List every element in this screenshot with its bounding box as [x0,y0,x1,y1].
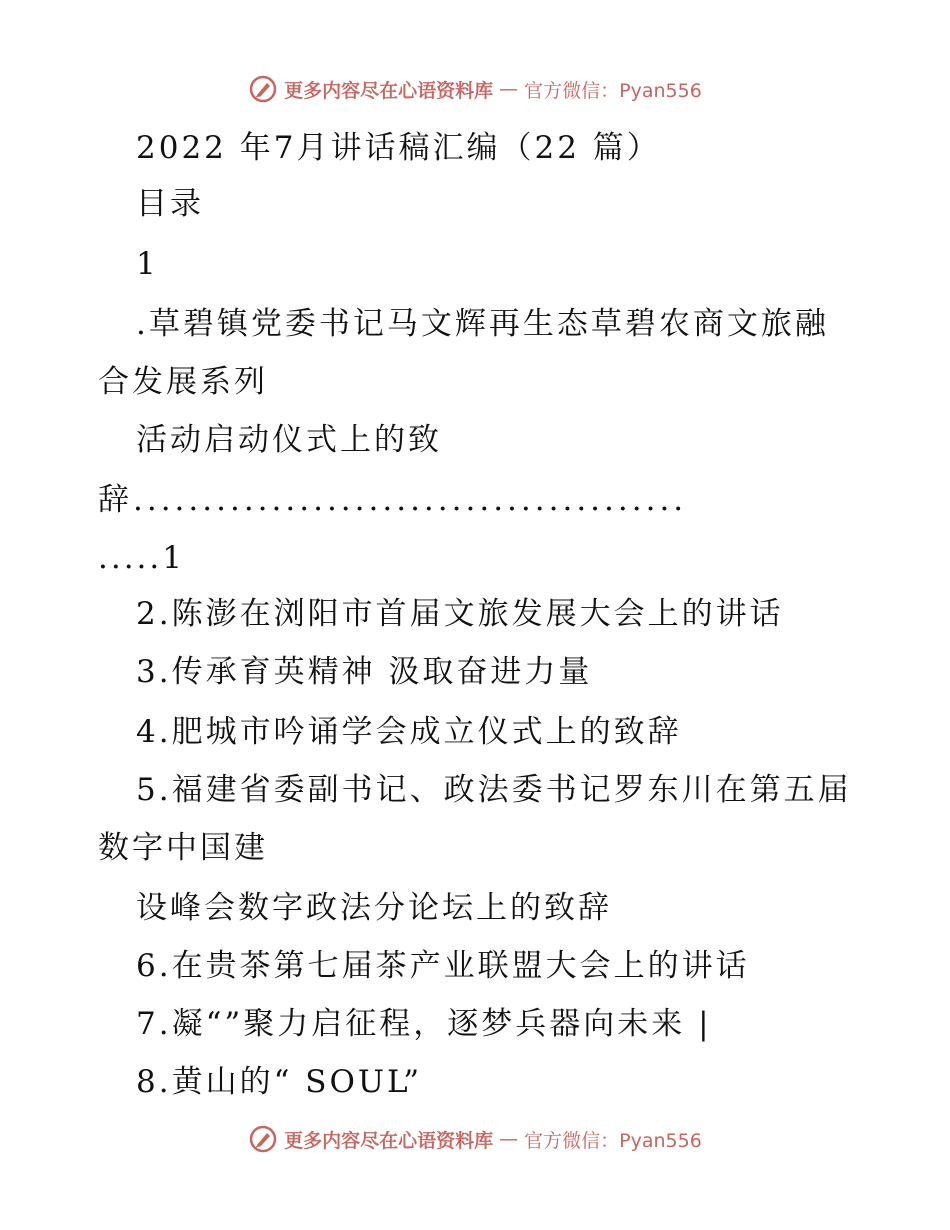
pen-logo-icon [248,1124,278,1154]
toc-line: 4.肥城市吟诵学会成立仪式上的致辞 [136,714,682,750]
toc-heading: 目录 [136,186,204,222]
toc-line: 8.黄山的“ SOUL” [136,1064,423,1100]
watermark-footer [0,1124,950,1154]
toc-line: .....1 [98,540,185,576]
document-title: 2022 年7月讲话稿汇编（22 篇） [136,130,661,166]
watermark-dash: — [499,1128,519,1150]
toc-line: 设峰会数字政法分论坛上的致辞 [136,890,612,926]
toc-line: 合发展系列 [98,364,268,400]
toc-line: 6.在贵茶第七届茶产业联盟大会上的讲话 [136,948,750,984]
toc-line: 1 [136,246,159,282]
watermark-dash: — [499,78,519,100]
toc-line: 辞........................................ [98,482,688,518]
toc-line: 7.凝“”聚力启征程，逐梦兵器向未来 | [136,1006,712,1042]
watermark-header [0,74,950,104]
watermark-contact: 官方微信：Pyan556 [524,1129,702,1152]
watermark-contact: 官方微信：Pyan556 [524,79,702,102]
watermark-brand: 更多内容尽在心语资料库 [284,79,494,102]
watermark-brand: 更多内容尽在心语资料库 [284,1129,494,1152]
toc-line: .草碧镇党委书记马文辉再生态草碧农商文旅融 [136,306,829,342]
pen-logo-icon [248,74,278,104]
toc-line: 2.陈澎在浏阳市首届文旅发展大会上的讲话 [136,596,784,632]
toc-line: 数字中国建 [98,830,268,866]
toc-line: 5.福建省委副书记、政法委书记罗东川在第五届 [136,772,852,808]
toc-line: 活动启动仪式上的致 [136,422,442,458]
toc-line: 3.传承育英精神 汲取奋进力量 [136,654,593,690]
